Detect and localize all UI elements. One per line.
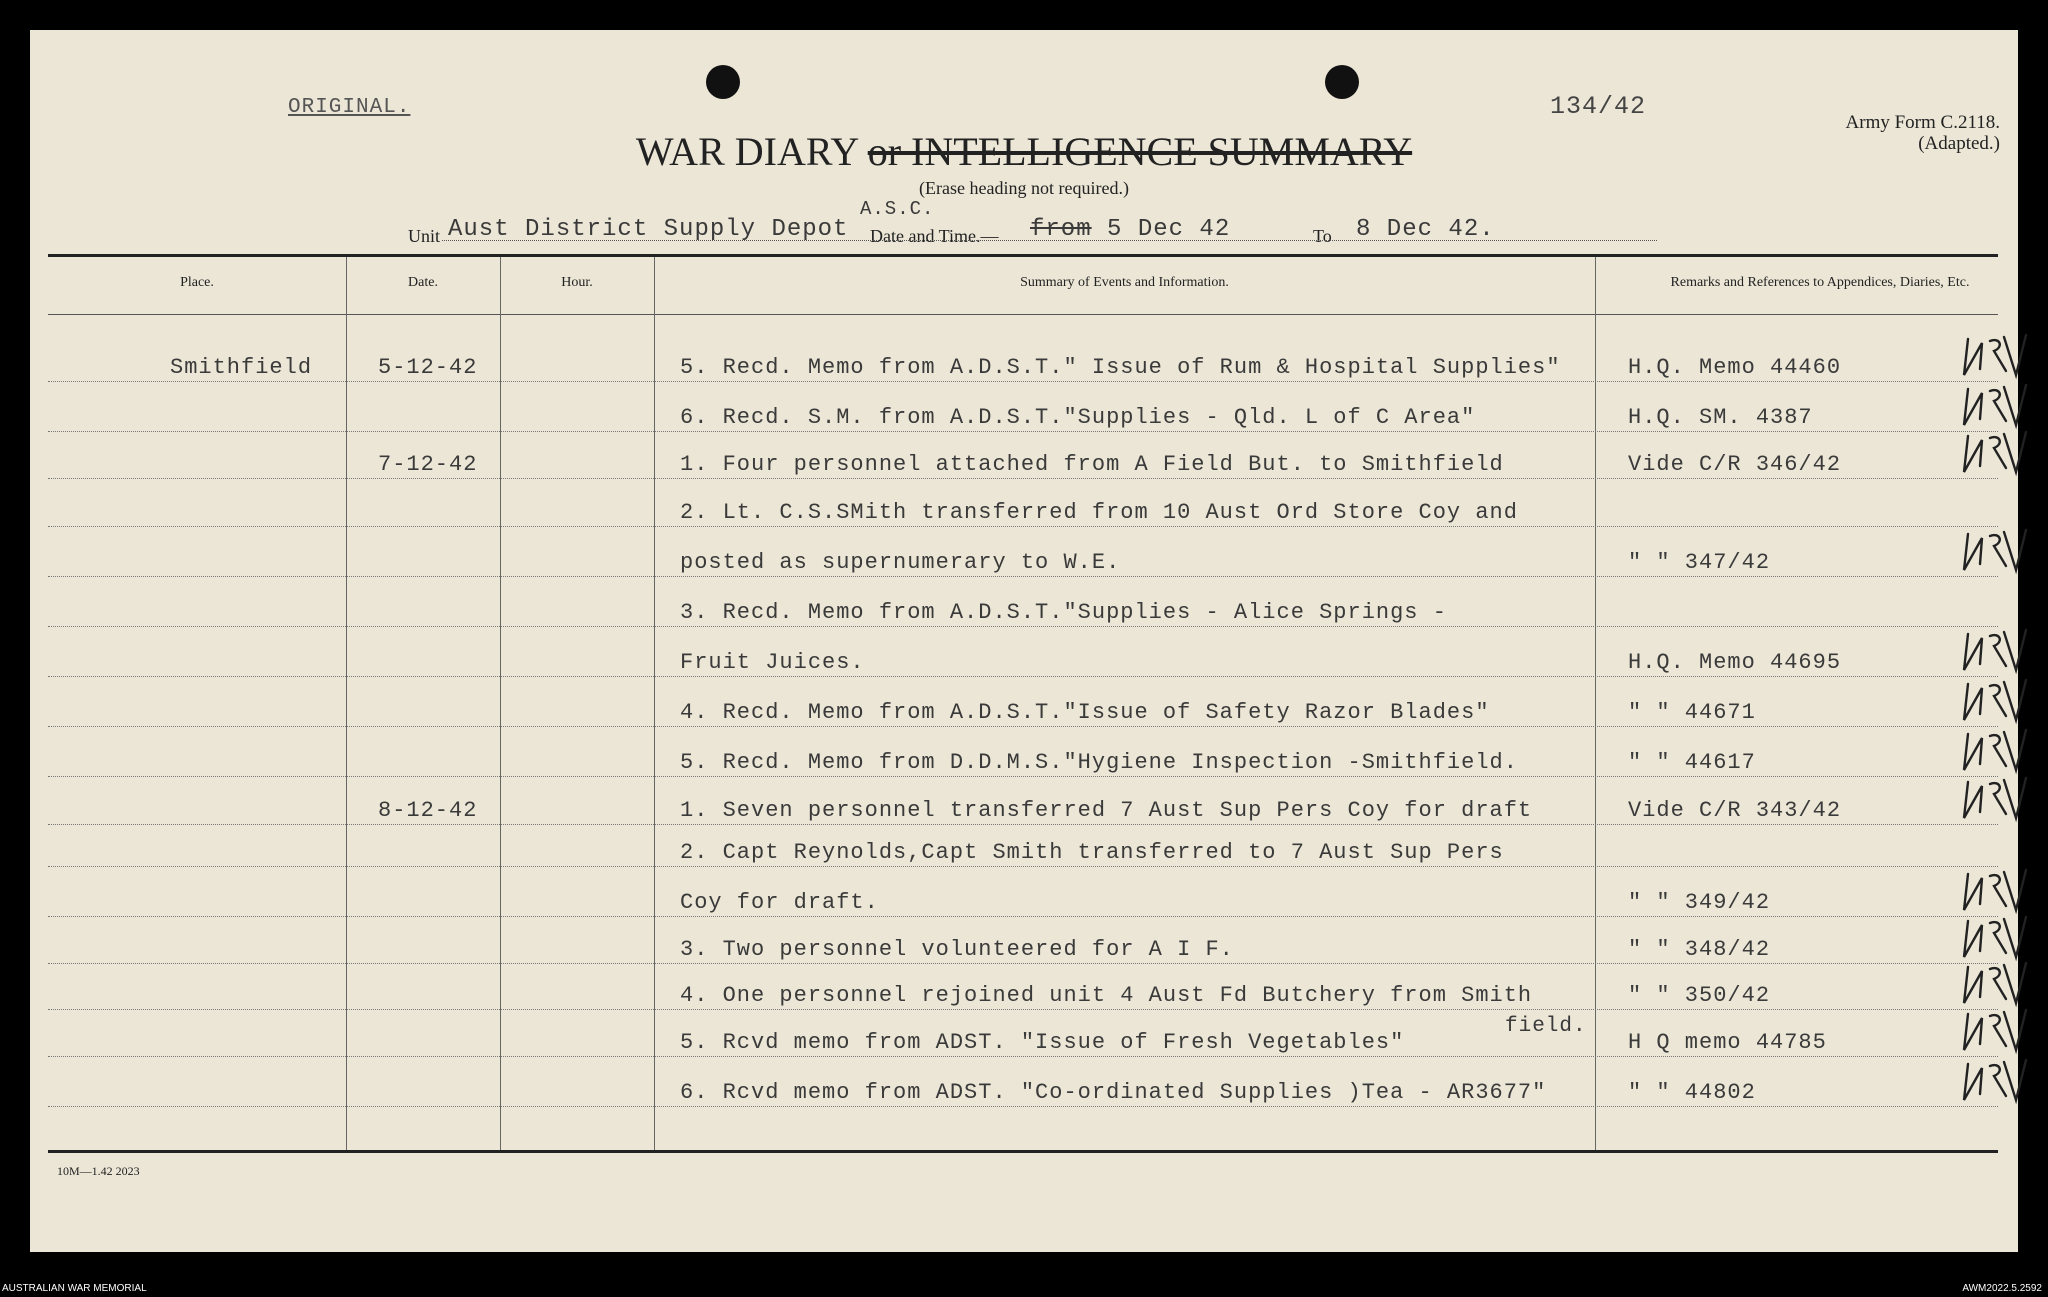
punch-hole [1325, 65, 1359, 99]
entry-remark: " " 44802 [1628, 1080, 1756, 1105]
entry-remark: H.Q. SM. 4387 [1628, 405, 1813, 430]
row-dotted-line [48, 676, 1998, 677]
page-title [30, 128, 2018, 175]
from-struck: from [1030, 216, 1092, 243]
punch-hole [706, 65, 740, 99]
entry-summary: 5. Recd. Memo from D.D.M.S."Hygiene Inspection -Smithfield. [680, 750, 1518, 775]
diary-page [30, 30, 2018, 1252]
entry-summary: 2. Lt. C.S.SMith transferred from 10 Aust Ord Store Coy and [680, 500, 1518, 525]
entry-summary: Coy for draft. [680, 890, 879, 915]
column-divider [654, 257, 655, 1150]
unit-label: Unit [408, 226, 441, 246]
entry-summary: 5. Recd. Memo from A.D.S.T." Issue of Rum & Hospital Supplies" [680, 355, 1561, 380]
entry-remark: " " 347/42 [1628, 550, 1771, 575]
initials-tick [1960, 676, 2030, 726]
from-value: 5 Dec 42 [1091, 216, 1231, 243]
entry-summary: posted as supernumerary to W.E. [680, 550, 1121, 575]
entry-remark: H.Q. Memo 44460 [1628, 355, 1842, 380]
entry-remark: Vide C/R 346/42 [1628, 452, 1842, 477]
entry-remark: " " 349/42 [1628, 890, 1771, 915]
entry-remark: H.Q. Memo 44695 [1628, 650, 1842, 675]
initials-tick [1960, 913, 2030, 963]
title-struck: or INTELLIGENCE SUMMARY [867, 129, 1413, 174]
date-time-label: Date and Time.— [870, 226, 999, 246]
unit-value: Aust District Supply Depot [448, 216, 849, 243]
continuation-text: field. [1505, 1015, 1587, 1038]
header-hour: Hour. [561, 275, 593, 290]
entry-summary: 4. Recd. Memo from A.D.S.T."Issue of Safety Razor Blades" [680, 700, 1490, 725]
column-divider [1595, 257, 1596, 1150]
adapted-note: (Adapted.) [1918, 133, 2000, 154]
row-dotted-line [48, 726, 1998, 727]
initials-tick [1960, 774, 2030, 824]
army-form-number: Army Form C.2118. [1845, 112, 2000, 133]
entry-summary: 1. Seven personnel transferred 7 Aust Sup Pers Coy for draft [680, 798, 1533, 823]
initials-tick [1960, 1006, 2030, 1056]
entry-summary: 4. One personnel rejoined unit 4 Aust Fd Butchery from Smith [680, 983, 1533, 1008]
original-mark: ORIGINAL. [288, 96, 411, 119]
row-dotted-line [48, 866, 1998, 867]
entry-remark: " " 350/42 [1628, 983, 1771, 1008]
print-code: 10M—1.42 2023 [57, 1164, 140, 1178]
entry-summary: 3. Recd. Memo from A.D.S.T."Supplies - Alice Springs - [680, 600, 1447, 625]
row-dotted-line [48, 1009, 1998, 1010]
to-label: To [1313, 226, 1332, 246]
row-dotted-line [48, 431, 1998, 432]
entry-summary: 5. Rcvd memo from ADST. "Issue of Fresh Vegetables" [680, 1030, 1405, 1055]
header-place: Place. [180, 275, 214, 290]
entry-remark: " " 348/42 [1628, 937, 1771, 962]
row-dotted-line [48, 916, 1998, 917]
entry-summary: 6. Recd. S.M. from A.D.S.T."Supplies - Qld. L of C Area" [680, 405, 1476, 430]
entry-summary: 1. Four personnel attached from A Field But. to Smithfield [680, 452, 1504, 477]
row-dotted-line [48, 824, 1998, 825]
credit-right: AWM2022.5.2592 [1962, 1283, 2042, 1294]
row-dotted-line [48, 1056, 1998, 1057]
initials-tick [1960, 428, 2030, 478]
entry-remark: Vide C/R 343/42 [1628, 798, 1842, 823]
header-remarks: Remarks and References to Appendices, Diaries, Etc. [1670, 275, 1970, 290]
row-dotted-line [48, 1106, 1998, 1107]
title-war-diary: WAR DIARY [635, 129, 868, 174]
credit-left: AUSTRALIAN WAR MEMORIAL [2, 1283, 147, 1294]
unit-corps: A.S.C. [860, 198, 935, 220]
entry-date: 7-12-42 [378, 452, 478, 477]
row-dotted-line [48, 776, 1998, 777]
row-dotted-line [48, 626, 1998, 627]
to-date: 8 Dec 42. [1356, 216, 1495, 243]
initials-tick [1960, 866, 2030, 916]
entry-remark: H Q memo 44785 [1628, 1030, 1827, 1055]
initials-tick [1960, 1056, 2030, 1106]
row-dotted-line [48, 963, 1998, 964]
entry-date: 8-12-42 [378, 798, 478, 823]
entry-date: 5-12-42 [378, 355, 478, 380]
from-date [1030, 216, 1230, 243]
row-dotted-line [48, 478, 1998, 479]
table-top-rule [48, 254, 1998, 257]
table-header-rule [48, 314, 1998, 315]
header-date: Date. [408, 275, 438, 290]
entry-summary: 2. Capt Reynolds,Capt Smith transferred to 7 Aust Sup Pers [680, 840, 1504, 865]
initials-tick [1960, 526, 2030, 576]
entry-summary: 6. Rcvd memo from ADST. "Co-ordinated Supplies )Tea - AR3677" [680, 1080, 1547, 1105]
entry-summary: Fruit Juices. [680, 650, 865, 675]
table-bottom-rule [48, 1150, 1998, 1153]
header-summary: Summary of Events and Information. [1020, 275, 1229, 290]
entry-remark: " " 44617 [1628, 750, 1756, 775]
row-dotted-line [48, 576, 1998, 577]
entry-summary: 3. Two personnel volunteered for A I F. [680, 937, 1234, 962]
erase-note: (Erase heading not required.) [919, 178, 1129, 198]
initials-tick [1960, 381, 2030, 431]
entry-remark: " " 44671 [1628, 700, 1756, 725]
initials-tick [1960, 726, 2030, 776]
row-dotted-line [48, 381, 1998, 382]
column-divider [500, 257, 501, 1150]
initials-tick [1960, 959, 2030, 1009]
unit-dotted-line [442, 240, 1657, 241]
column-divider [346, 257, 347, 1150]
initials-tick [1960, 331, 2030, 381]
entry-place: Smithfield [170, 355, 313, 380]
diary-reference: 134/42 [1550, 92, 1647, 121]
initials-tick [1960, 626, 2030, 676]
row-dotted-line [48, 526, 1998, 527]
